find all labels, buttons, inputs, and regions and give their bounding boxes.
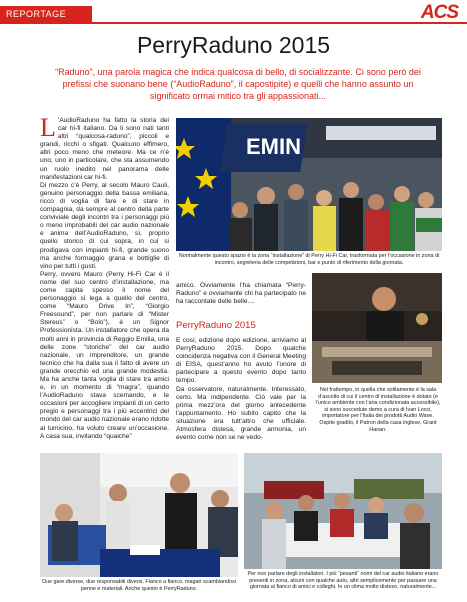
drop-cap: L <box>40 117 56 142</box>
top-photo <box>176 118 442 251</box>
article-title: PerryRaduno 2015 <box>136 32 331 58</box>
section-subheading: PerryRaduno 2015 <box>176 320 256 331</box>
bottom-right-photo <box>244 453 442 569</box>
column-1-text: ’AudioRaduno ha fatto la storia dei car hi-fi italiano. Da li sono nati tanti altri “qualcosa-raduno”, piccoli e grandi, ricchi o sfigati. Qualcuno effimero, altri poco meno che meteore. Ma ce n’è uno, uno in particolare, che sta assumendo un ruolo inedito nel panorama delle manifestazioni car hi-fi. Di mezzo c’è Perry, al secolo Mauro Cauli, genuino personaggio della bassa emiliana, ricco di voglia di fare e di stare in compagnia, da sempre al centro della parte conviviale degli incontri tra i personaggi più o meno improbabili del car audio nazionale e anima dell’AudioRaduno, sì, proprio quello storico di cui sopra, in cui si prodigava con impianti hi-fi, grande suono ma anche formaggio grana e bottiglie di vino per tutti i gusti. Perry, ovvero Mauro (Perry Hi-Fi Car è il nome del suo centro d’installazione, ma come capita spesso il nome del personaggio si lega a quello del centro, come “Mauro Drive In”, “Giorgio Freesound”, per non parlare di “Mister Stereus” o “Bolo”), è un Signor Professionista. Un installatore che opera da molti anni in provincia di Reggio Emilia, una delle zone “storiche” del car audio nazionale, un imprenditore, un grande tecnico che ha dalla sua il fatto di avere un grande orecchio ed una grande modestia. Ma ha anche tanta voglia di stare tra amici e, in un momento di “magra”, quando l’AudioRaduno stava scemando, e le occasioni per accogliere impianti di un certo pregio e personaggi tra i più eccentrici del mondo del car audio nazionale erano ridotte al lumicino, ha voluto creare un’occasione. A casa sua, invitando “qualche” <box>40 117 169 440</box>
bottom-left-photo <box>40 453 238 577</box>
right-photo-caption: Nel frattempo, in quella che solitamente è la sala d’ascolto di cui il centro di installazione è dotato (e l’unico ambiente con l’aria condizionata accessibile), si sono succedute demo a cura di Ivan Locci, importatore per l’Italia dei prodotti Audio Wave. Ospite gradito, il Patron della casa inglese, Grant Hanan. <box>315 387 441 433</box>
photo-sign-text: EMIN <box>246 134 301 159</box>
top-photo-caption: Normalmente questo spazio è la zona “installazione” di Perry Hi-Fi Car, trasformata per l’occasione in zona di incontro, segreteria delle competizioni, bar e punto di riferimento della giornata. <box>178 253 440 266</box>
section-tag: REPORTAGE <box>0 6 92 22</box>
right-photo <box>312 273 442 383</box>
bottom-left-caption: Due gare diverse, due responsabili diversi. Fianco a fianco, magari scambiandosi penne e materiali. Anche questo è PerryRaduno. <box>42 579 236 592</box>
bottom-right-caption: Per non parlare degli installatori. I più “pesanti” nomi del car audio italiano erano presenti in zona, alcuni con qualche auto, altri semplicemente per passare una giornata al fianco di amici e colleghi. In un clima molto disteso, naturalmente... <box>247 571 439 591</box>
article-column-1 <box>40 117 169 502</box>
magazine-logo: ACS <box>420 2 458 23</box>
article-lead: “Raduno”, una parola magica che indica qualcosa di bello, di socializzante. Ci sono però dei prefissi che suonano bene (“AudioRaduno”, il capostipite) e quelli che hanno assunto un significato ormai mitico tra gli appassionati... <box>55 67 421 101</box>
column-2-intro: amico. Ovviamente l’ha chiamata “Perry-Raduno” e ovviamente chi ha partecipato ne ha raccontate delle belle.... <box>176 282 306 306</box>
column-2-text: E così, edizione dopo edizione, arriviamo al PerryRaduno 2015. Dopo qualche coincidenza negativa con il General Meeting di EISA, quest’anno ho avuto l’onore di partecipare a questo evento dopo tanto tempo. Da osservatore, naturalmente. Interessato, certo. Ma indipendente. Ciò vale per la prima mezz’ora del giorno antecedente l’appuntamento. Ho subito capito che la situazione era tutt’altro che ufficiale. Atmosfera distesa, grande armonia, un evento come non se ne vedo- <box>176 337 306 442</box>
